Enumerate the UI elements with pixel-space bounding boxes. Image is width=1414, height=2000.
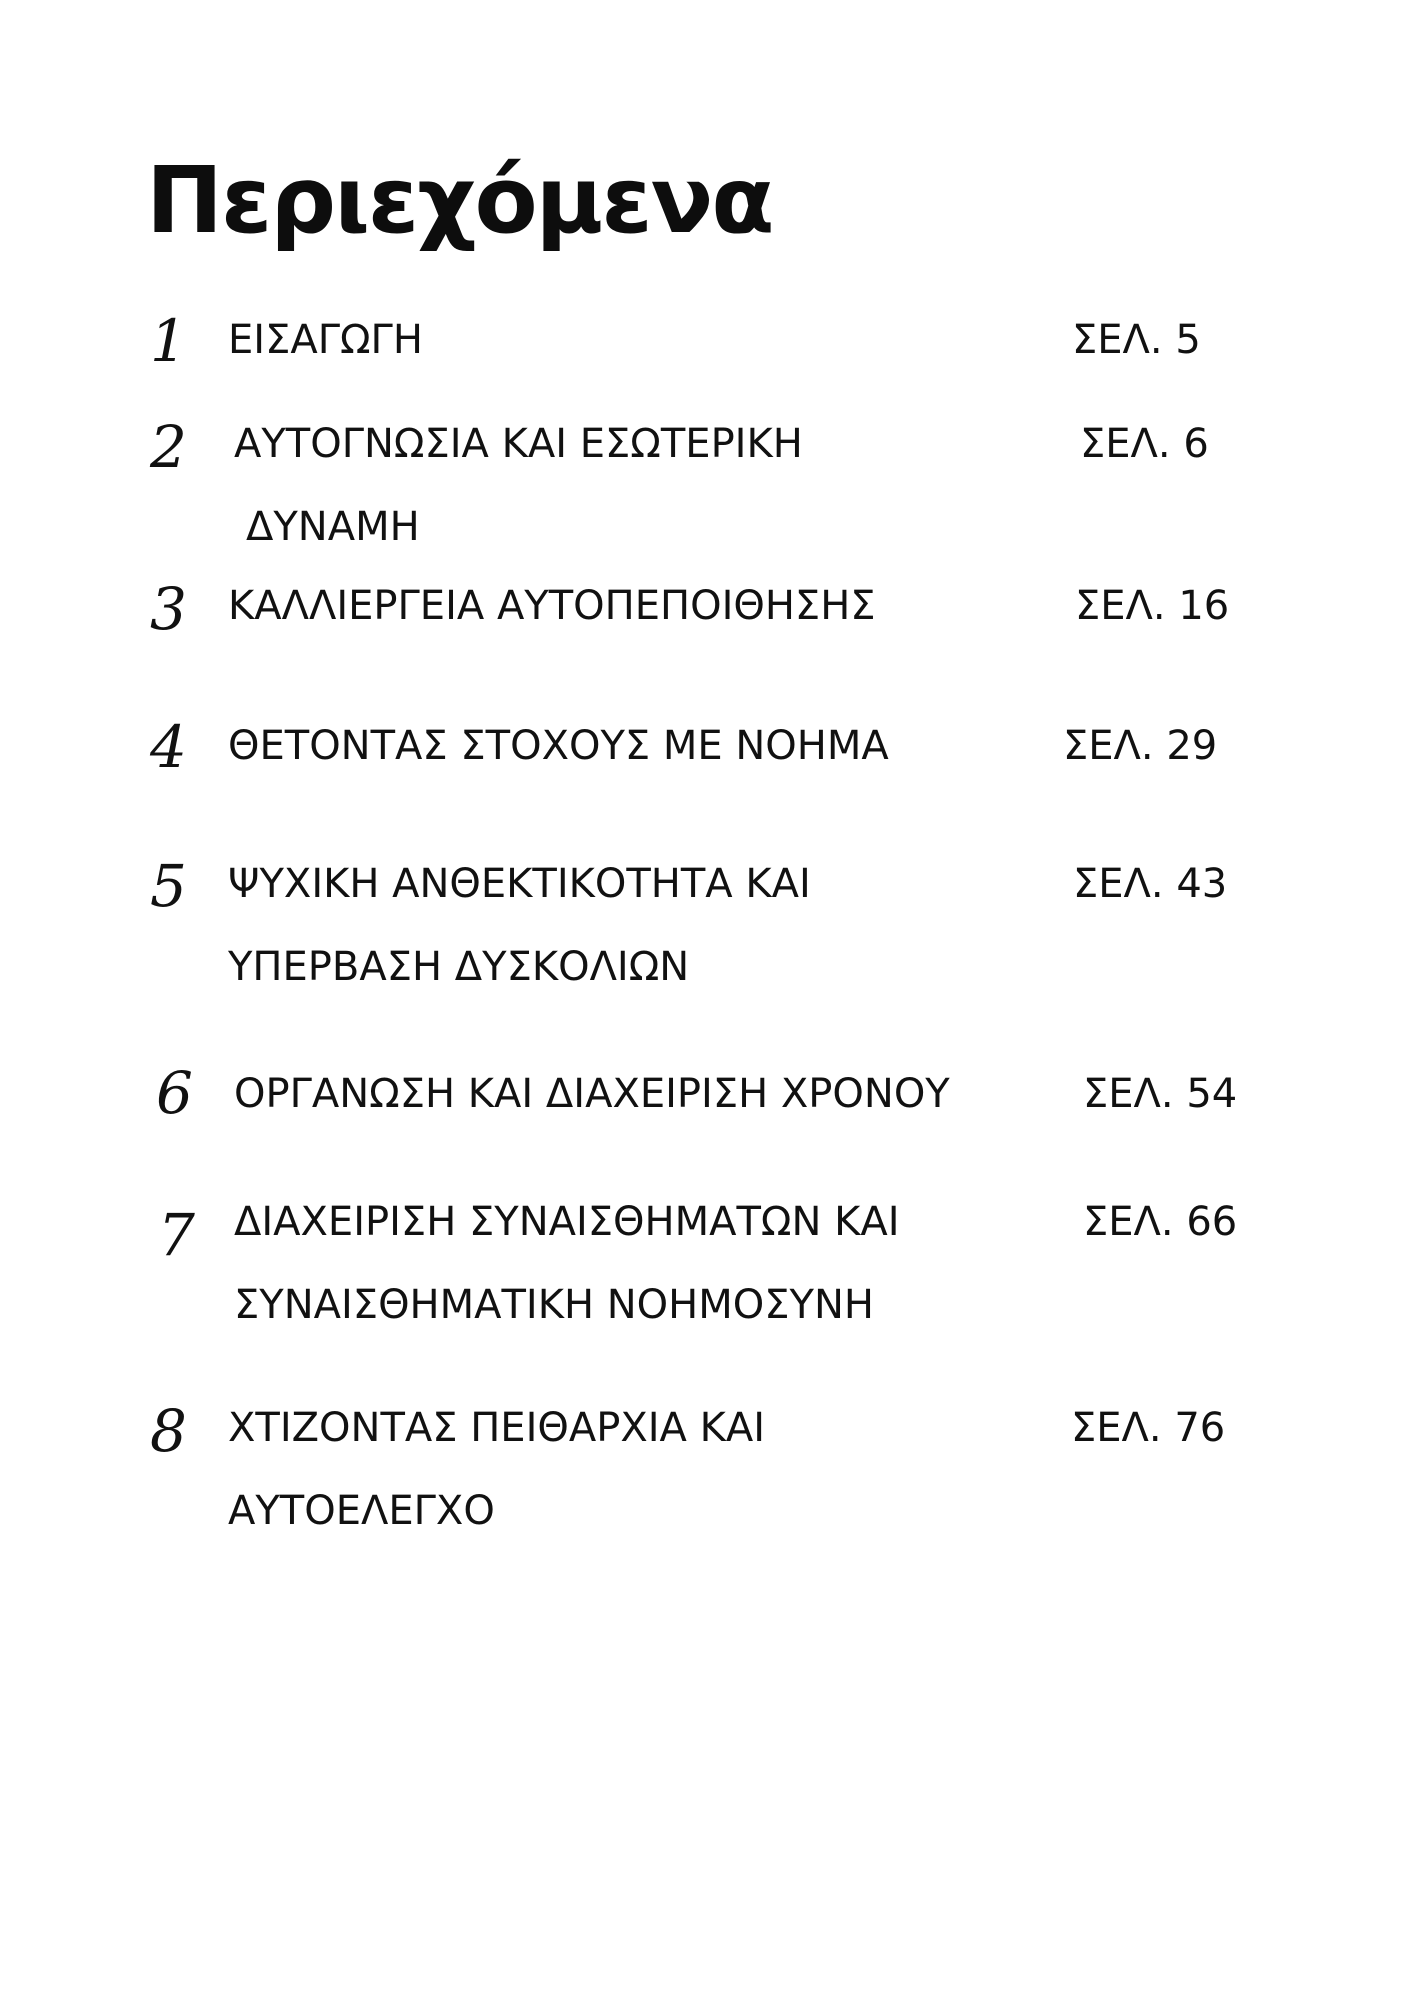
chapter-page: ΣΕΛ. 66 [1083,1199,1238,1245]
chapter-title: ΔΙΑΧΕΙΡΙΣΗ ΣΥΝΑΙΣΘΗΜΑΤΩΝ ΚΑΙ [234,1199,900,1245]
chapter-number: 3 [150,575,187,643]
chapter-title-continued: ΣΥΝΑΙΣΘΗΜΑΤΙΚΗ ΝΟΗΜΟΣΥΝΗ [234,1282,874,1328]
chapter-title: ΟΡΓΑΝΩΣΗ ΚΑΙ ΔΙΑΧΕΙΡΙΣΗ ΧΡΟΝΟΥ [234,1071,950,1117]
chapter-title: ΕΙΣΑΓΩΓΗ [228,317,423,363]
chapter-title: ΧΤΙΖΟΝΤΑΣ ΠΕΙΘΑΡΧΙΑ ΚΑΙ [228,1405,766,1451]
chapter-number: 7 [158,1201,195,1269]
chapter-page: ΣΕΛ. 16 [1075,583,1230,629]
chapter-page: ΣΕΛ. 76 [1071,1405,1226,1451]
chapter-page: ΣΕΛ. 43 [1073,861,1228,907]
chapter-title-continued: ΔΥΝΑΜΗ [246,504,420,550]
chapter-title-continued: ΥΠΕΡΒΑΣΗ ΔΥΣΚΟΛΙΩΝ [228,944,690,990]
chapter-title: ΑΥΤΟΓΝΩΣΙΑ ΚΑΙ ΕΣΩΤΕΡΙΚΗ [234,421,803,467]
chapter-number: 4 [150,713,187,781]
chapter-title: ΨΥΧΙΚΗ ΑΝΘΕΚΤΙΚΟΤΗΤΑ ΚΑΙ [228,861,811,907]
chapter-number: 5 [150,852,187,920]
chapter-page: ΣΕΛ. 6 [1080,421,1209,467]
chapter-page: ΣΕΛ. 5 [1072,317,1201,363]
chapter-title: ΘΕΤΟΝΤΑΣ ΣΤΟΧΟΥΣ ΜΕ ΝΟΗΜΑ [228,723,889,769]
chapter-number: 6 [156,1059,193,1127]
chapter-title: ΚΑΛΛΙΕΡΓΕΙΑ ΑΥΤΟΠΕΠΟΙΘΗΣΗΣ [228,583,876,629]
chapter-title-continued: ΑΥΤΟΕΛΕΓΧΟ [228,1488,495,1534]
chapter-page: ΣΕΛ. 54 [1083,1071,1238,1117]
chapter-number: 2 [150,413,187,481]
page-title: Περιεχόμενα [146,147,773,254]
chapter-number: 1 [150,307,187,375]
chapter-page: ΣΕΛ. 29 [1063,723,1218,769]
chapter-number: 8 [150,1397,187,1465]
